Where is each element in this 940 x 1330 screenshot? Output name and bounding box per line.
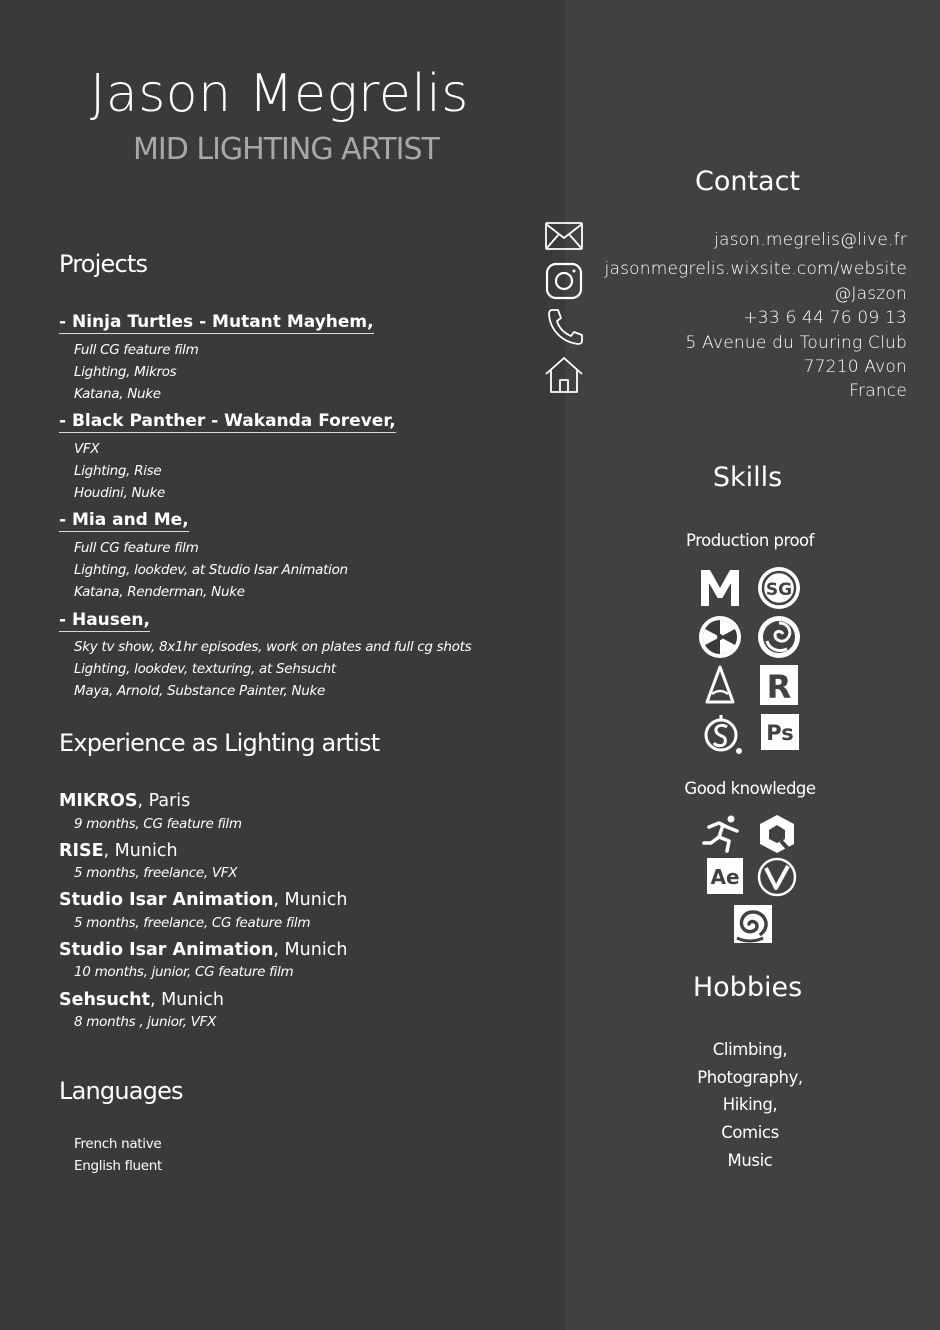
mail-icon [545,222,583,250]
experience-detail: 10 months, junior, CG feature film [74,964,294,980]
zbrush-icon [701,813,745,857]
contact-website[interactable]: jasonmegrelis.wixsite.com/website [604,259,907,279]
company-city: , Munich [273,890,348,910]
project-detail: Full CG feature film [74,342,199,358]
photoshop-icon [760,713,804,757]
hobby-item: Photography, [697,1068,803,1087]
contact-address-line: 5 Avenue du Touring Club [685,333,907,353]
contact-email[interactable]: jason.megrelis@live.fr [714,230,907,250]
project-title: - Ninja Turtles - Mutant Mayhem, [59,312,374,332]
after-effects-label: Ae [710,865,740,889]
company-city: , Munich [150,990,224,1010]
language-item: English fluent [74,1158,163,1174]
projects-heading: Projects [59,250,148,278]
experience-heading: Experience as Lighting artist [59,729,380,757]
katana-icon [757,615,801,659]
candidate-name: Jason Megrelis [90,64,469,124]
renderman-label: R [766,668,792,706]
contact-address-line: 77210 Avon [803,357,907,377]
project-detail: Full CG feature film [74,540,199,556]
production-proof-heading: Production proof [686,531,814,550]
maya-icon [698,566,742,610]
experience-detail: 5 months, freelance, CG feature film [74,915,311,931]
substance-icon [701,713,745,757]
hobby-item: Comics [721,1123,779,1142]
contact-heading: Contact [694,166,801,197]
instagram-icon [545,262,583,300]
shotgrid-label: SG [765,580,793,600]
company-name: MIKROS [59,791,138,811]
language-item: French native [74,1136,162,1152]
company-name: Sehsucht [59,990,151,1010]
company-name: Studio Isar Animation [59,940,274,960]
project-title: - Mia and Me, [59,510,189,530]
project-detail: Maya, Arnold, Substance Painter, Nuke [74,683,326,699]
photoshop-label: Ps [766,721,794,745]
shotgrid-icon [757,566,801,610]
project-detail: VFX [74,441,100,457]
project-detail: Sky tv show, 8x1hr episodes, work on plates and full cg shots [74,639,472,655]
phone-icon [547,308,585,346]
languages-heading: Languages [59,1077,183,1105]
project-title: - Hausen, [59,610,150,630]
nuke-icon [698,615,742,659]
experience-entry [59,940,347,960]
company-name: Studio Isar Animation [59,890,274,910]
company-city: , Paris [137,791,191,811]
project-detail: Lighting, lookdev, at Studio Isar Animation [74,562,348,578]
job-title: MID LIGHTING ARTIST [133,132,439,167]
project-detail: Houdini, Nuke [74,485,166,501]
renderman-icon [759,664,803,708]
good-knowledge-heading: Good knowledge [684,779,816,798]
hobbies-heading: Hobbies [692,972,803,1003]
project-title: - Black Panther - Wakanda Forever, [59,411,396,431]
after-effects-icon [706,857,750,901]
experience-entry [59,890,347,910]
home-icon [544,355,584,395]
vray-icon [757,857,801,901]
experience-entry [59,791,190,811]
contact-address-line: France [849,381,907,401]
project-detail: Katana, Renderman, Nuke [74,584,245,600]
company-city: , Munich [273,940,348,960]
project-detail: Lighting, lookdev, texturing, at Sehsucht [74,661,336,677]
experience-entry [59,990,224,1010]
company-city: , Munich [103,841,178,861]
project-detail: Lighting, Rise [74,463,162,479]
contact-phone[interactable]: +33 6 44 76 09 13 [743,308,907,328]
experience-detail: 9 months, CG feature film [74,816,242,832]
contact-instagram[interactable]: @Jaszon [834,284,907,304]
quixel-icon [757,813,801,857]
arnold-icon [698,664,742,708]
experience-detail: 5 months, freelance, VFX [74,865,238,881]
experience-entry [59,841,178,861]
experience-detail: 8 months , junior, VFX [74,1014,217,1030]
hobby-item: Music [727,1151,773,1170]
company-name: RISE [59,841,104,861]
hobby-item: Climbing, [712,1040,788,1059]
project-detail: Lighting, Mikros [74,364,177,380]
hobby-item: Hiking, [722,1095,778,1114]
skills-heading: Skills [712,462,783,493]
project-detail: Katana, Nuke [74,386,161,402]
houdini-icon [733,904,777,948]
